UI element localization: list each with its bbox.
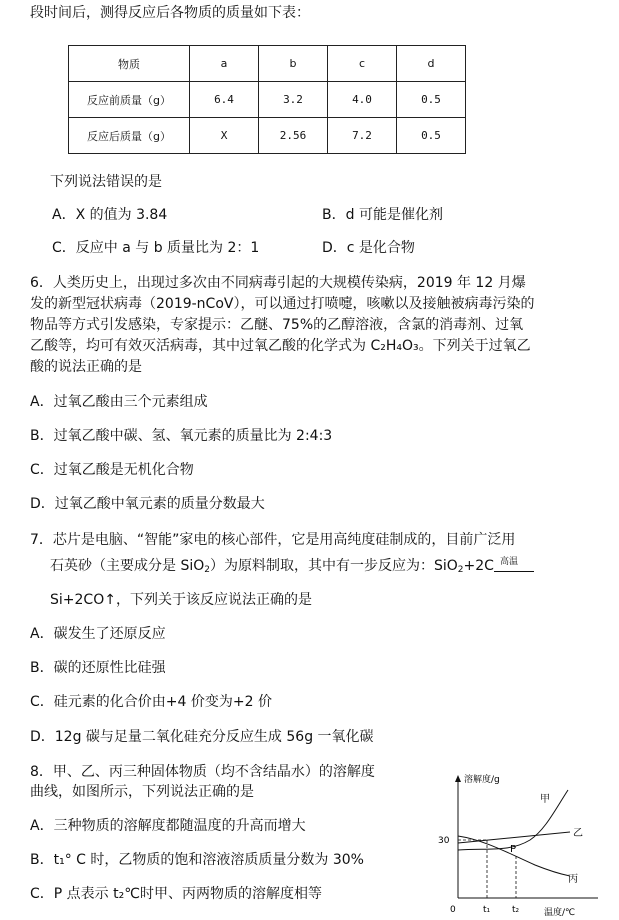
reaction-bar xyxy=(494,571,534,572)
q7-line-2-pre: 石英砂（主要成分是 SiO xyxy=(50,558,205,574)
q7-option-b: B．碳的还原性比硅强 xyxy=(30,660,166,676)
subscript: 2 xyxy=(204,565,210,575)
series-label-yi: 乙 xyxy=(573,828,583,839)
reaction-condition xyxy=(494,556,534,574)
q5-prompt: 下列说法错误的是 xyxy=(50,174,162,190)
q6-line-2: 发的新型冠状病毒（2019-nCoV），可以通过打喷嚏，咳嗽以及接触被病毒污染的 xyxy=(30,296,535,312)
q6-option-d: D．过氧乙酸中氧元素的质量分数最大 xyxy=(30,496,265,512)
q8-option-b: B．t₁° C 时，乙物质的饱和溶液溶质质量分数为 30% xyxy=(30,852,364,868)
series-line-yi xyxy=(458,832,570,843)
intro-line: 段时间后，测得反应后各物质的质量如下表： xyxy=(30,5,310,21)
q7-line-1: 7．芯片是电脑、“智能”家电的核心部件，它是用高纯度硅制成的，目前广泛用 xyxy=(30,532,516,548)
q8-line-1: 8．甲、乙、丙三种固体物质（均不含结晶水）的溶解度 xyxy=(30,764,375,780)
condition-text: 高温 xyxy=(499,557,518,567)
x-tick-label: t₂ xyxy=(512,905,520,915)
table-cell: 7.2 xyxy=(328,118,397,154)
table-header-cell: d xyxy=(397,46,466,82)
q7-line-2-mid: ）为原料制取，其中有一步反应为：SiO xyxy=(209,558,458,574)
table-row xyxy=(69,82,466,118)
table-cell: 反应前质量（g） xyxy=(69,82,190,118)
y-axis-arrow xyxy=(455,775,461,782)
y-axis-label: 溶解度/g xyxy=(464,775,500,785)
q6-option-a: A．过氧乙酸由三个元素组成 xyxy=(30,394,208,410)
q8-option-c: C．P 点表示 t₂℃时甲、丙两物质的溶解度相等 xyxy=(30,886,322,902)
solubility-chart xyxy=(430,770,610,918)
q5-option-c: C．反应中 a 与 b 质量比为 2：1 xyxy=(52,240,260,256)
table-header-cell: 物质 xyxy=(69,46,190,82)
x-tick-label: t₁ xyxy=(483,905,491,915)
mass-table xyxy=(68,45,466,154)
table-row xyxy=(69,118,466,154)
x-axis-label: 温度/℃ xyxy=(544,908,576,918)
q6-line-5: 酸的说法正确的是 xyxy=(30,359,142,375)
q6-option-c: C．过氧乙酸是无机化合物 xyxy=(30,462,194,478)
q6-line-3: 物品等方式引发感染，专家提示：乙醚、75%的乙醇溶液，含氯的消毒剂、过氧 xyxy=(30,317,524,333)
series-line-bing xyxy=(458,836,570,876)
table-cell: 6.4 xyxy=(190,82,259,118)
point-p-label: P xyxy=(510,844,517,855)
table-cell: X xyxy=(190,118,259,154)
table-cell: 3.2 xyxy=(259,82,328,118)
q7-line-3: Si+2CO↑，下列关于该反应说法正确的是 xyxy=(50,592,312,608)
q5-option-a: A．X 的值为 3.84 xyxy=(52,207,168,223)
q7-option-d: D．12g 碳与足量二氧化硅充分反应生成 56g 一氧化碳 xyxy=(30,729,374,745)
q7-line-2-post: +2C xyxy=(463,558,494,574)
q5-option-d: D．c 是化合物 xyxy=(322,240,415,256)
table-header-cell: b xyxy=(259,46,328,82)
q8-option-a: A．三种物质的溶解度都随温度的升高而增大 xyxy=(30,818,306,834)
q7-option-a: A．碳发生了还原反应 xyxy=(30,626,166,642)
y-tick-label: 30 xyxy=(438,836,450,846)
q7-option-c: C．硅元素的化合价由+4 价变为+2 价 xyxy=(30,694,272,710)
q5-option-b: B．d 可能是催化剂 xyxy=(322,207,443,223)
table-cell: 2.56 xyxy=(259,118,328,154)
q6-line-4: 乙酸等，均可有效灭活病毒，其中过氧乙酸的化学式为 C₂H₄O₃。下列关于过氧乙 xyxy=(30,338,531,354)
series-label-bing: 丙 xyxy=(568,874,578,885)
subscript: 2 xyxy=(457,565,464,575)
table-cell: 0.5 xyxy=(397,118,466,154)
table-header-cell: a xyxy=(190,46,259,82)
q8-line-2: 曲线，如图所示，下列说法正确的是 xyxy=(30,784,254,800)
table-header-row xyxy=(69,46,466,82)
q6-line-1: 6．人类历史上，出现过多次由不同病毒引起的大规模传染病，2019 年 12 月爆 xyxy=(30,275,526,291)
series-label-jia: 甲 xyxy=(540,794,550,805)
q7-line-2 xyxy=(50,556,534,580)
q6-option-b: B．过氧乙酸中碳、氢、氧元素的质量比为 2:4:3 xyxy=(30,428,333,444)
x-tick-label: 0 xyxy=(450,905,456,915)
table-header-cell: c xyxy=(328,46,397,82)
table-cell: 4.0 xyxy=(328,82,397,118)
table-cell: 反应后质量（g） xyxy=(69,118,190,154)
table-cell: 0.5 xyxy=(397,82,466,118)
